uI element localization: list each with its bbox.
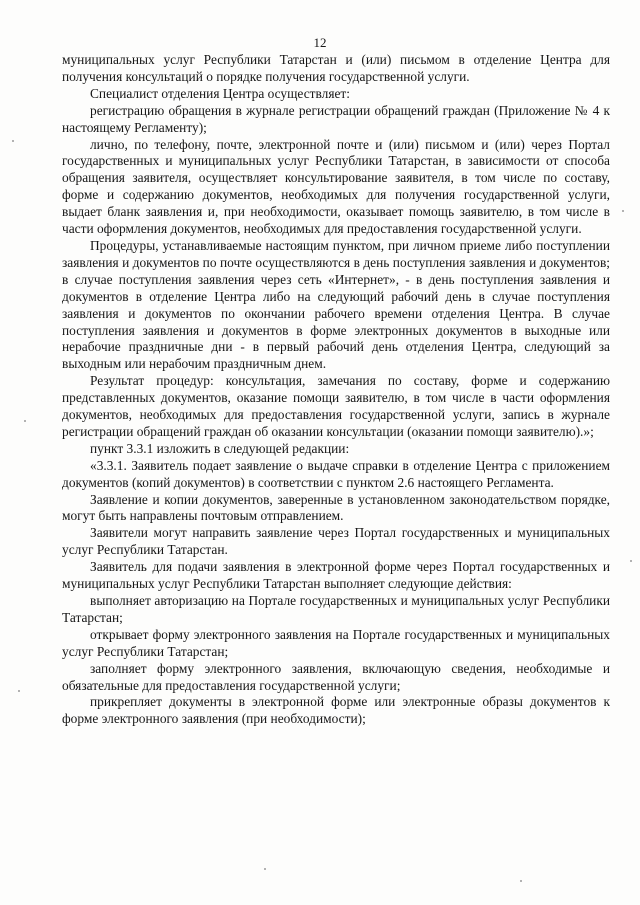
scan-speckle [622, 210, 624, 212]
scan-speckle [18, 690, 20, 692]
paragraph: муниципальных услуг Республики Татарстан и (или) письмом в отделение Центра для получения консультаций о порядке получения государственной услуги. [62, 52, 610, 84]
paragraph: регистрацию обращения в журнале регистрации обращений граждан (Приложение № 4 к настоящему Регламенту); [62, 102, 610, 135]
paragraph: Специалист отделения Центра осуществляет: [90, 85, 350, 101]
scan-speckle [12, 140, 14, 142]
paragraph: открывает форму электронного заявления на Портале государственных и муниципальных услуг Республики Татарстан; [62, 626, 610, 659]
document-body [62, 52, 610, 728]
paragraph: Результат процедур: консультация, замечания по составу, форме и содержанию представленных документов, оказание помощи заявителю, в том числе в части оформления документов, необходимых для предоставления государственной услуги, запись в журнале регистрации обращений граждан об оказании консультации (оказании помощи заявителю).»; [62, 373, 610, 439]
paragraph: выполняет авторизацию на Портале государственных и муниципальных услуг Республики Татарстан; [62, 593, 610, 625]
paragraph: Заявитель для подачи заявления в электронной форме через Портал государственных и муниципальных услуг Республики Татарстан выполняет следующие действия: [62, 559, 610, 592]
paragraph: «3.3.1. Заявитель подает заявление о выдаче справки в отделение Центра с приложением документов (копий документов) в соответствии с пунктом 2.6 настоящего Регламента. [62, 457, 610, 490]
paragraph: заполняет форму электронного заявления, включающую сведения, необходимые и обязательные для предоставления государственной услуги; [62, 660, 610, 693]
paragraph: пункт 3.3.1 изложить в следующей редакции: [90, 440, 350, 456]
paragraph: Процедуры, устанавливаемые настоящим пунктом, при личном приеме либо поступлении заявления и документов по почте осуществляются в день поступления заявления и документов; в случае поступления заявления через сеть «Интернет», - в день поступления заявления и документов в отделение Центра либо на следующий рабочий день в случае поступления заявления и документов по окончании рабочего времени отделения Центра. В случае поступления заявления и документов в форме электронных документов в выходные или нерабочие праздничные дни - в первый рабочий день отделения Центра, следующий за выходным или нерабочим праздничным днем. [62, 237, 610, 372]
page-number: 12 [313, 35, 327, 50]
paragraph: Заявители могут направить заявление через Портал государственных и муниципальных услуг Республики Татарстан. [62, 525, 610, 558]
scan-speckle [630, 560, 632, 562]
scan-speckle [24, 420, 26, 422]
paragraph: Заявление и копии документов, заверенные в установленном законодательством порядке, могут быть направлены почтовым отправлением. [62, 491, 610, 524]
paragraph: прикрепляет документы в электронной форме или электронные образы документов к форме электронного заявления (при необходимости); [62, 694, 610, 727]
scan-speckle [520, 880, 522, 882]
paragraph: лично, по телефону, почте, электронной почте и (или) письмом и (или) через Портал государственных и муниципальных услуг Республики Татарстан, в зависимости от способа обращения заявителя, осуществляет консультирование заявителя, в том числе по составу, форме и содержанию документов, необходимых для получения государственной услуги, выдает бланк заявления и, при необходимости, оказывает помощь заявителю, в том числе в части оформления документов, необходимых для предоставления государственной услуги. [62, 136, 610, 237]
scan-speckle [264, 868, 266, 870]
